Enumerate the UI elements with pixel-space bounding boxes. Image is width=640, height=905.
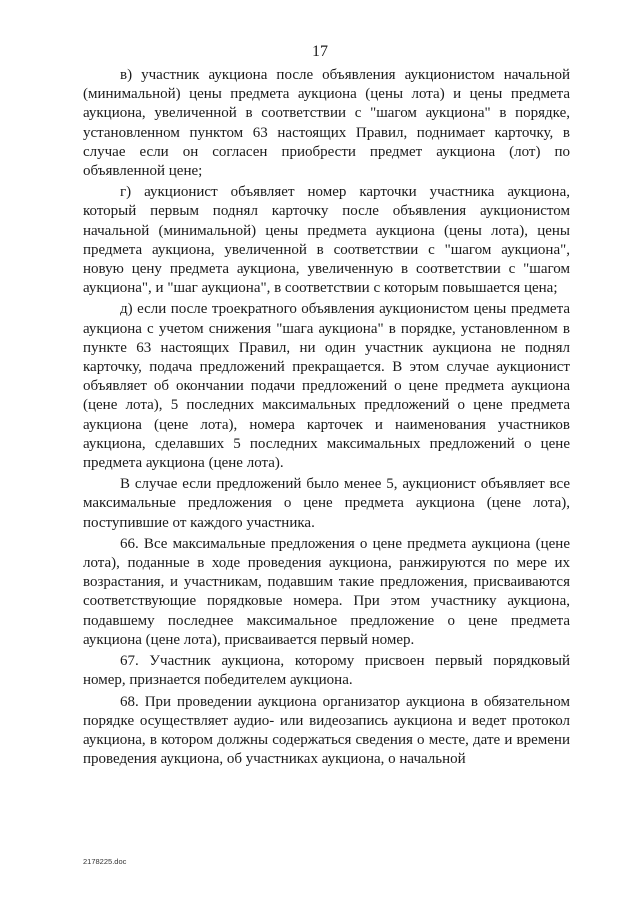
paragraph-clause-66: 66. Все максимальные предложения о цене предмета аукциона (цене лота), поданные в ходе проведения аукциона, ранжируются по мере их возрастания, и участникам, подавшим такие предложения, присваиваются соответствующие порядковые номера. При этом участнику аукциона, подавшему последнее максимальное предложение о цене предмета аукциона (цене лота), присваивается первый номер.: [83, 535, 570, 648]
paragraph-fewer-than-five: В случае если предложений было менее 5, аукционист объявляет все максимальные предложения о цене предмета аукциона (цене лота), поступившие от каждого участника.: [83, 476, 570, 531]
document-body: [83, 66, 570, 769]
footer-filename: 2178225.doc: [83, 857, 127, 866]
paragraph-item-g: г) аукционист объявляет номер карточки участника аукциона, который первым поднял карточку после объявления аукционистом начальной (минимальной) цены предмета аукциона (цены лота), цены предмета аукциона, увеличенной в соответствии с "шагом аукциона", новую цену предмета аукциона, увеличенную в соответствии с "шагом аукциона", и "шаг аукциона", в соответствии с которым повышается цена;: [83, 184, 570, 297]
paragraph-clause-68: 68. При проведении аукциона организатор аукциона в обязательном порядке осуществляет аудио- или видеозапись аукциона и ведет протокол аукциона, в котором должны содержаться сведения о месте, дате и времени проведения аукциона, об участниках аукциона, о начальной: [83, 693, 570, 768]
page-number: 17: [312, 43, 328, 60]
paragraph-clause-67: 67. Участник аукциона, которому присвоен первый порядковый номер, признается победителем аукциона.: [83, 653, 570, 689]
paragraph-item-d: д) если после троекратного объявления аукционистом цены предмета аукциона с учетом снижения "шага аукциона" в порядке, установленном в пункте 63 настоящих Правил, ни один участник аукциона не поднял карточку, подача предложений прекращается. В этом случае аукционист объявляет об окончании подачи предложений о цене предмета аукциона (цене лота), 5 последних максимальных предложений о цене предмета аукциона (цене лота), номера карточек и наименования участников аукциона, сделавших 5 последних максимальных предложений о цене предмета аукциона (цене лота).: [83, 301, 570, 472]
paragraph-item-v: в) участник аукциона после объявления аукционистом начальной (минимальной) цены предмета аукциона (цены лота) и цены предмета аукциона, увеличенной в соответствии с "шагом аукциона" в порядке, установленном пунктом 63 настоящих Правил, поднимает карточку, в случае если он согласен приобрести предмет аукциона (лот) по объявленной цене;: [83, 67, 570, 180]
